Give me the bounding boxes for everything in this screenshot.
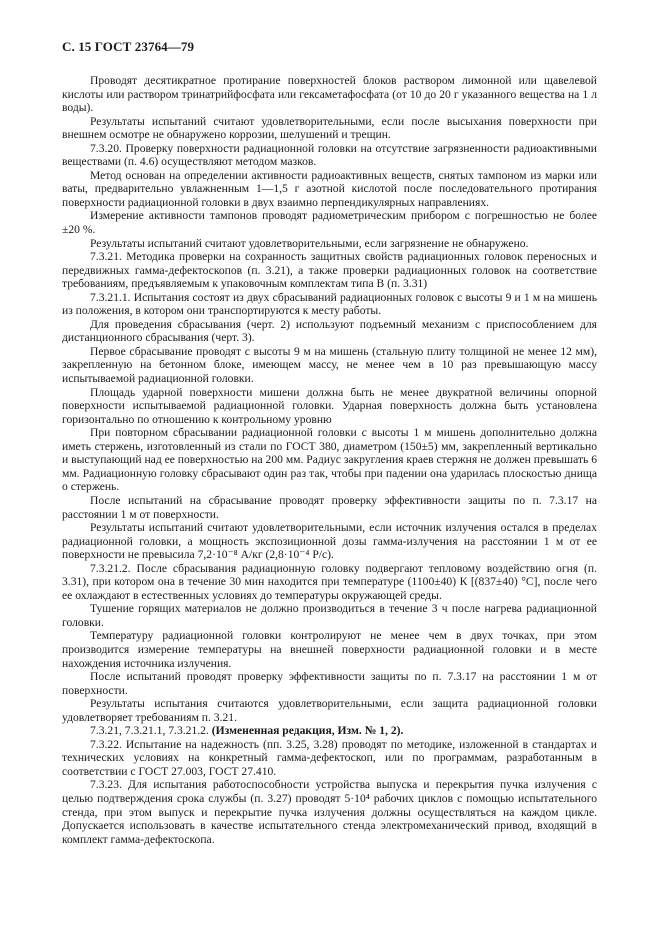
paragraph: 7.3.21. Методика проверки на сохранность защитных свойств радиационных головок переносных и передвижных гамма-дефектоскопов (п. 3.21), а также проверки радиационных головок на соответствие требованиям, предъявляемым к упаковочным комплектам типа В (п. 3.31) bbox=[62, 250, 597, 291]
paragraph: 7.3.21.1. Испытания состоят из двух сбрасываний радиационных головок с высоты 9 и 1 м на мишень из положения, в котором они транспортируются к месту работы. bbox=[62, 290, 597, 318]
amendment-note bbox=[62, 724, 597, 738]
paragraph: Для проведения сбрасывания (черт. 2) используют подъемный механизм с приспособлением для дистанционного сбрасывания (черт. 3). bbox=[62, 317, 597, 345]
paragraph: 7.3.22. Испытание на надежность (пп. 3.25, 3.28) проводят по методике, изложенной в стандартах и технических условиях на конкретный гамма-дефектоскоп, или по программам, разработанным в соответствии с ГОСТ 27.003, ГОСТ 27.410. bbox=[62, 737, 597, 778]
paragraph: Измерение активности тампонов проводят радиометрическим прибором с погрешностью не более ±20 %. bbox=[62, 209, 597, 237]
paragraph: 7.3.21.2. После сбрасывания радиационную головку подвергают тепловому воздействию огня (п. 3.31), при котором она в течение 30 мин находится при температуре (1100±40) К [(837±40) °С], после чего ее охлаждают в естественных условиях до температуры окружающей среды. bbox=[62, 561, 597, 602]
paragraph: Площадь ударной поверхности мишени должна быть не менее двукратной величины опорной поверхности испытываемой радиационной головки. Ударная поверхность должна быть установлена горизонтально по отношению к контрольному уровню bbox=[62, 385, 597, 426]
paragraph: Результаты испытаний считают удовлетворительными, если после высыхания поверхности при внешнем осмотре не обнаружено коррозии, шелушений и трещин. bbox=[62, 114, 597, 142]
paragraph: Проводят десятикратное протирание поверхностей блоков раствором лимонной или щавелевой кислоты или раствором тринатрийфосфата или гексаметафосфата (от 10 до 20 г указанного вещества на 1 л воды). bbox=[62, 74, 597, 115]
paragraph: Результаты испытаний считают удовлетворительными, если источник излучения остался в пределах радиационной головки, а мощность экспозиционной дозы гамма-излучения на расстоянии 1 м от ее поверхности не превысила 7,2·10⁻⁸ А/кг (2,8·10⁻⁴ Р/с). bbox=[62, 521, 597, 562]
amendment-prefix: 7.3.21, 7.3.21.1, 7.3.21.2. bbox=[90, 724, 212, 738]
paragraph: Первое сбрасывание проводят с высоты 9 м на мишень (стальную плиту толщиной не менее 12 мм), закрепленную на бетонном блоке, имеющем массу, не менее чем в 10 раз превышающую массу испытываемой радиационной головки. bbox=[62, 344, 597, 386]
paragraph: После испытаний на сбрасывание проводят проверку эффективности защиты по п. 7.3.17 на расстоянии 1 м от поверхности. bbox=[62, 493, 597, 521]
paragraph: Результаты испытания считаются удовлетворительными, если защита радиационной головки удовлетворяет требованиям п. 3.21. bbox=[62, 697, 597, 724]
amendment-bold: (Измененная редакция, Изм. № 1, 2). bbox=[211, 724, 404, 738]
document-body bbox=[62, 74, 597, 846]
paragraph: Метод основан на определении активности радиоактивных веществ, снятых тампоном из марки или ваты, предварительно увлажненным 1—1,5 г азотной кислотой после последовательного протирания поверхности радиационной головки в двух взаимно перпендикулярных направлениях. bbox=[62, 168, 597, 209]
paragraph: Температуру радиационной головки контролируют не менее чем в двух точках, при этом производится измерение температуры на внешней поверхности радиационной головки и в месте нахождения источника излучения. bbox=[62, 629, 597, 670]
paragraph: Тушение горящих материалов не должно производиться в течение 3 ч после нагрева радиационной головки. bbox=[62, 602, 597, 629]
paragraph: При повторном сбрасывании радиационной головки с высоты 1 м мишень дополнительно должна иметь стержень, изготовленный из стали по ГОСТ 380, диаметром (150±5) мм, закрепленный вертикально и выступающий над ее поверхностью на 200 мм. Радиус закругления краев стержня не должен превышать 6 мм. Радиационную головку сбрасывают один раз так, чтобы при падении она ударилась плоскостью днища о стержень. bbox=[62, 426, 597, 494]
paragraph: 7.3.20. Проверку поверхности радиационной головки на отсутствие загрязненности радиоактивными веществами (п. 4.6) осуществляют методом мазков. bbox=[62, 141, 597, 169]
paragraph: После испытаний проводят проверку эффективности защиты по п. 7.3.17 на расстоянии 1 м от поверхности. bbox=[62, 670, 597, 697]
paragraph: Результаты испытаний считают удовлетворительными, если загрязнение не обнаружено. bbox=[90, 236, 529, 250]
page-header: С. 15 ГОСТ 23764—79 bbox=[62, 39, 195, 54]
paragraph: 7.3.23. Для испытания работоспособности устройства выпуска и перекрытия пучка излучения с целью подтверждения срока службы (п. 3.27) проводят 5·10⁴ рабочих циклов с помощью испытательного стенда, при этом выпуск и перекрытие пучка излучения должны осуществляться на каждом цикле. Допускается использовать в качестве испытательного стенда электромеханический привод, входящий в комплект гамма-дефектоскопа. bbox=[62, 778, 597, 846]
